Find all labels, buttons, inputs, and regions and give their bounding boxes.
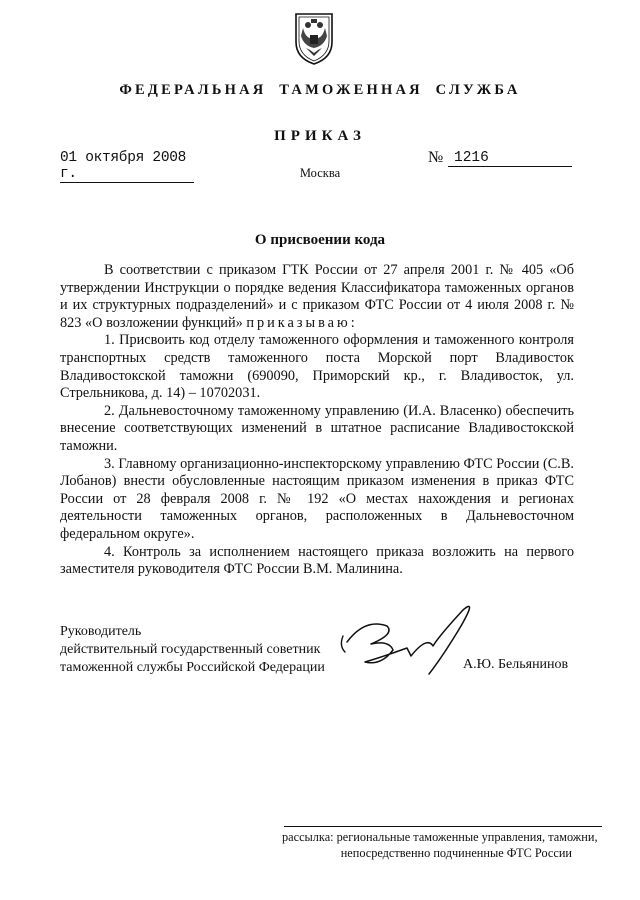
order-subject: О присвоении кода	[254, 232, 386, 248]
distribution-line: непосредственно подчиненные ФТС России	[340, 846, 572, 860]
signatory-position-line: действительный государственный советник	[60, 641, 321, 657]
order-item: 4. Контроль за исполнением настоящего приказа возложить на первого заместителя руководителя ФТС России В.М. Малинина.	[60, 543, 574, 578]
order-body	[60, 262, 574, 579]
preamble-paragraph	[60, 262, 574, 332]
order-number-label: №	[428, 149, 444, 166]
distribution-note	[268, 829, 608, 861]
coat-of-arms-icon	[286, 8, 342, 66]
order-word: приказываю:	[246, 314, 358, 331]
order-date: 01 октября 2008 г.	[60, 150, 194, 183]
signatory-position-line: Руководитель	[60, 624, 142, 639]
signatory-position-line: таможенной службы Российской Федерации	[60, 659, 325, 675]
order-item: 2. Дальневосточному таможенному управлению (И.А. Власенко) обеспечить внесение соответствующих изменений в штатное расписание Владивостокской таможни.	[60, 402, 574, 454]
order-item: 3. Главному организационно-инспекторскому управлению ФТС России (С.В. Лобанов) внести обусловленные настоящим приказом изменения в приказ ФТС России от 28 февраля 2008 г. № 192 «О местах нахождения и регионах деятельности таможенных органов, расположенных в Дальневосточном федеральном округе».	[60, 455, 574, 542]
signatory-position	[60, 623, 325, 676]
preamble-text: В соответствии с приказом ГТК России от 27 апреля 2001 г. № 405 «Об утверждении Инструкции о порядке ведения Классификатора таможенных органов и их структурных подразделений» и с приказом ФТС России от 4 июля 2008 г. № 823 «О возложении функций»	[60, 262, 574, 331]
city: Москва	[299, 166, 341, 180]
distribution-line: рассылка: региональные таможенные управления, таможни,	[282, 830, 598, 844]
document-type: ПРИКАЗ	[274, 128, 366, 144]
order-item: 1. Присвоить код отделу таможенного оформления и таможенного контроля транспортных средств таможенного поста Морской порт Владивосток Владивостокской таможни (690090, Приморский кр., г. Владивосток, ул. Стрельникова, д. 14) – 10702031.	[60, 332, 574, 402]
signatory-name: А.Ю. Бельянинов	[463, 657, 569, 672]
footer-divider	[284, 826, 602, 827]
organization-name: ФЕДЕРАЛЬНАЯ ТАМОЖЕННАЯ СЛУЖБА	[119, 82, 521, 98]
order-number: 1216	[448, 150, 572, 167]
